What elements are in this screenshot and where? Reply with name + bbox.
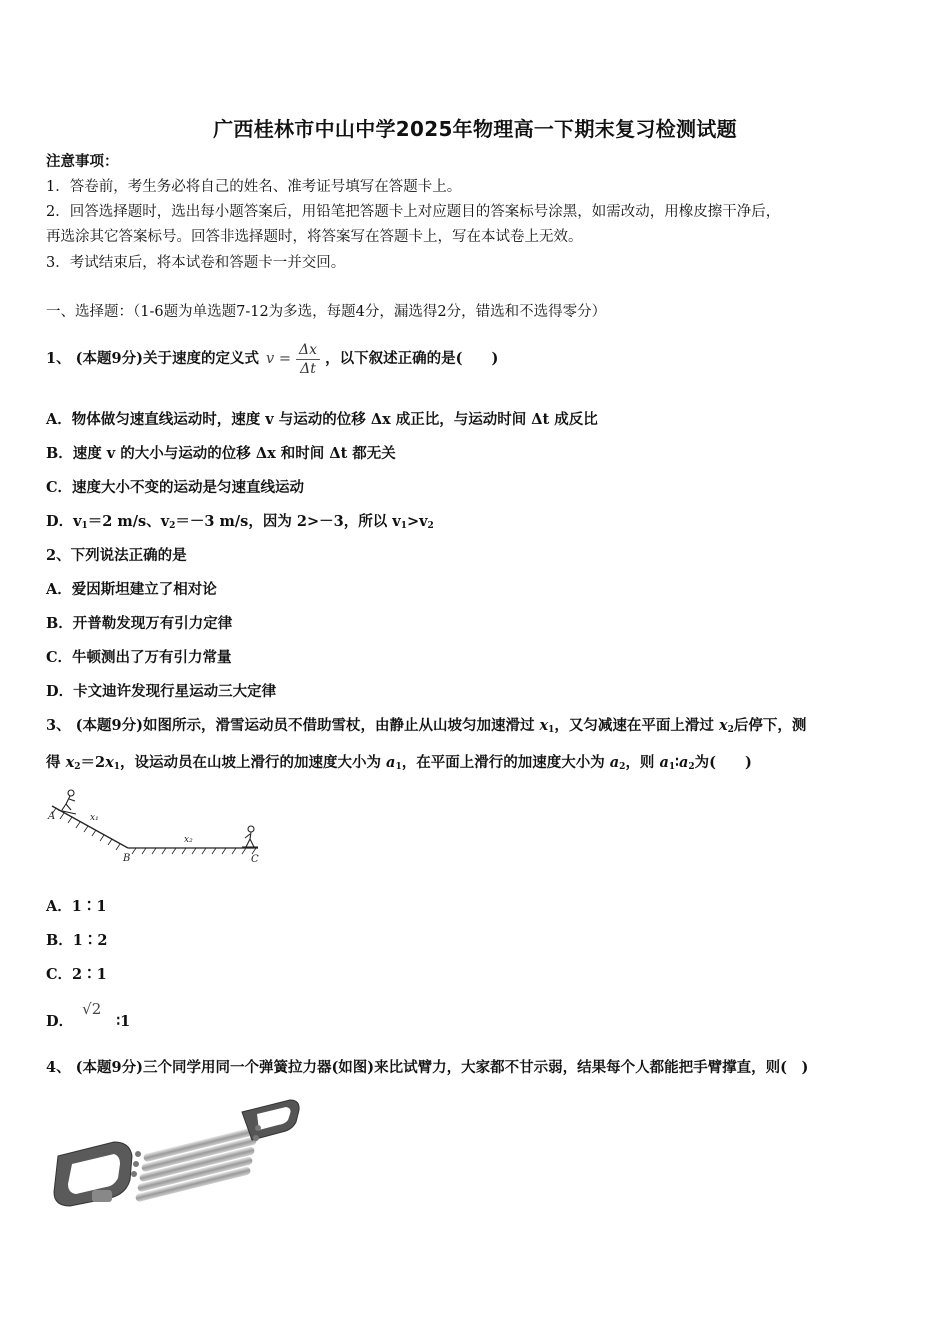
label-a: A: [48, 811, 56, 822]
q1-suffix: ，以下叙述正确的是( ): [325, 350, 499, 367]
q3-text: 得: [46, 754, 66, 771]
q3-option-b: B．1∶2: [46, 932, 108, 949]
q3-sub: 1: [113, 762, 120, 772]
q3-option-d-suffix: ∶1: [116, 1013, 131, 1030]
q3-var: x: [65, 754, 75, 771]
q2-option-a: A．爱因斯坦建立了相对论: [46, 581, 217, 598]
q1-d-part: ＝2 m/s、v: [87, 513, 170, 530]
notice-item-2-cont: 再选涂其它答案标号。回答非选择题时，将答案写在答题卡上，写在本试卷上无效。: [46, 229, 583, 245]
q3-var: a: [609, 754, 620, 771]
skier-top-icon: [58, 790, 76, 814]
right-handle-icon: [242, 1100, 299, 1140]
q1-formula-v: v =: [266, 351, 291, 367]
q3-sub: 1: [395, 762, 402, 772]
q3-sub: 1: [668, 762, 676, 772]
springs: [135, 1126, 259, 1202]
q3-option-c: C．2∶1: [46, 966, 107, 983]
q3-var: a: [659, 754, 669, 771]
q1-option-a: A．物体做匀速直线运动时，速度 v 与运动的位移 Δx 成正比，与运动时间 Δt 成反比: [46, 411, 598, 428]
q1-stem: [46, 338, 498, 380]
q1-d-sub: 1: [400, 521, 407, 531]
q3-var: x: [718, 717, 728, 734]
q3-text: ，则: [625, 754, 660, 771]
q1-formula-fraction: [296, 341, 320, 378]
q3-option-a: A．1∶1: [46, 898, 107, 915]
q4-spring-expander-figure: [52, 1094, 302, 1208]
q3-text: 3、 (本题9分)如图所示，滑雪运动员不借助雪杖，由静止从山坡匀加速滑过: [46, 717, 540, 734]
q2-option-c: C．牛顿测出了万有引力常量: [46, 649, 232, 666]
sqrt2-formula: √2: [82, 1000, 102, 1018]
label-c: C: [251, 854, 259, 865]
label-b: B: [123, 853, 131, 864]
q3-option-d: [46, 1000, 131, 1037]
q3-text: ，又匀减速在平面上滑过: [554, 717, 719, 734]
q3-sub: 2: [727, 725, 734, 735]
q3-slope-figure: [44, 786, 266, 866]
label-x1: x₁: [90, 813, 99, 823]
q1-prefix: 1、 (本题9分)关于速度的定义式: [46, 350, 259, 367]
q2-option-b: B．开普勒发现万有引力定律: [46, 615, 233, 632]
q3-sub: 2: [74, 762, 81, 772]
q1-d-sub: 2: [427, 521, 434, 531]
skier-bottom-icon: [242, 826, 258, 847]
q3-sub: 2: [619, 762, 626, 772]
q1-d-part: >v: [406, 513, 428, 530]
q3-text: ，在平面上滑行的加速度大小为: [401, 754, 610, 771]
notice-item-3: 3．考试结束后，将本试卷和答题卡一并交回。: [46, 255, 346, 271]
notice-item-1: 1．答卷前，考生务必将自己的姓名、准考证号填写在答题卡上。: [46, 179, 462, 195]
notice-heading: 注意事项：: [46, 153, 119, 170]
q1-formula-numerator: Δx: [296, 341, 320, 360]
q3-text: 后停下，测: [733, 717, 807, 734]
q3-sub: 1: [548, 725, 555, 735]
q3-var: x: [539, 717, 549, 734]
q3-var: x: [105, 754, 114, 771]
notice-item-2: 2．回答选择题时，选出每小题答案后，用铅笔把答题卡上对应题目的答案标号涂黑，如需改动，用橡皮擦干净后，: [46, 204, 781, 220]
q3-text: 为( ): [694, 754, 752, 771]
q3-option-d-label: D．: [46, 1013, 74, 1030]
q2-option-d: D．卡文迪许发现行星运动三大定律: [46, 683, 277, 700]
q1-d-sub: 2: [169, 521, 176, 531]
q3-text: ∶: [675, 754, 679, 771]
q3-text: ，设运动员在山坡上滑行的加速度大小为: [120, 754, 387, 771]
q3-sub: 2: [688, 762, 695, 772]
q1-d-part: D．v: [46, 513, 82, 530]
hatching: [52, 808, 256, 854]
q1-option-b: B．速度 v 的大小与运动的位移 Δx 和时间 Δt 都无关: [46, 445, 396, 462]
q1-formula-denominator: Δt: [300, 360, 316, 377]
q3-var: a: [386, 754, 396, 771]
section-heading: 一、选择题：（1-6题为单选题7-12为多选，每题4分，漏选得2分，错选和不选得零分）: [46, 304, 607, 320]
q3-stem-line-1: [46, 716, 806, 740]
q3-var: a: [678, 754, 689, 771]
q4-stem: 4、 (本题9分)三个同学用同一个弹簧拉力器(如图)来比试臂力，大家都不甘示弱，结果每个人都能把手臂撑直，则( ): [46, 1059, 809, 1076]
q1-d-sub: 1: [81, 521, 88, 531]
page-title: 广西桂林市中山中学2025年物理高一下期末复习检测试题: [213, 117, 737, 141]
q1-d-part: ＝－3 m/s，因为 2>－3，所以 v: [175, 513, 401, 530]
q3-stem-line-2: [46, 753, 752, 777]
label-x2: x₂: [184, 835, 193, 845]
left-handle-icon: [54, 1142, 132, 1206]
q2-stem: 2、下列说法正确的是: [46, 547, 187, 564]
q1-option-c: C．速度大小不变的运动是匀速直线运动: [46, 479, 305, 496]
q3-text: ＝2: [80, 754, 106, 771]
q1-option-d: [46, 512, 434, 536]
